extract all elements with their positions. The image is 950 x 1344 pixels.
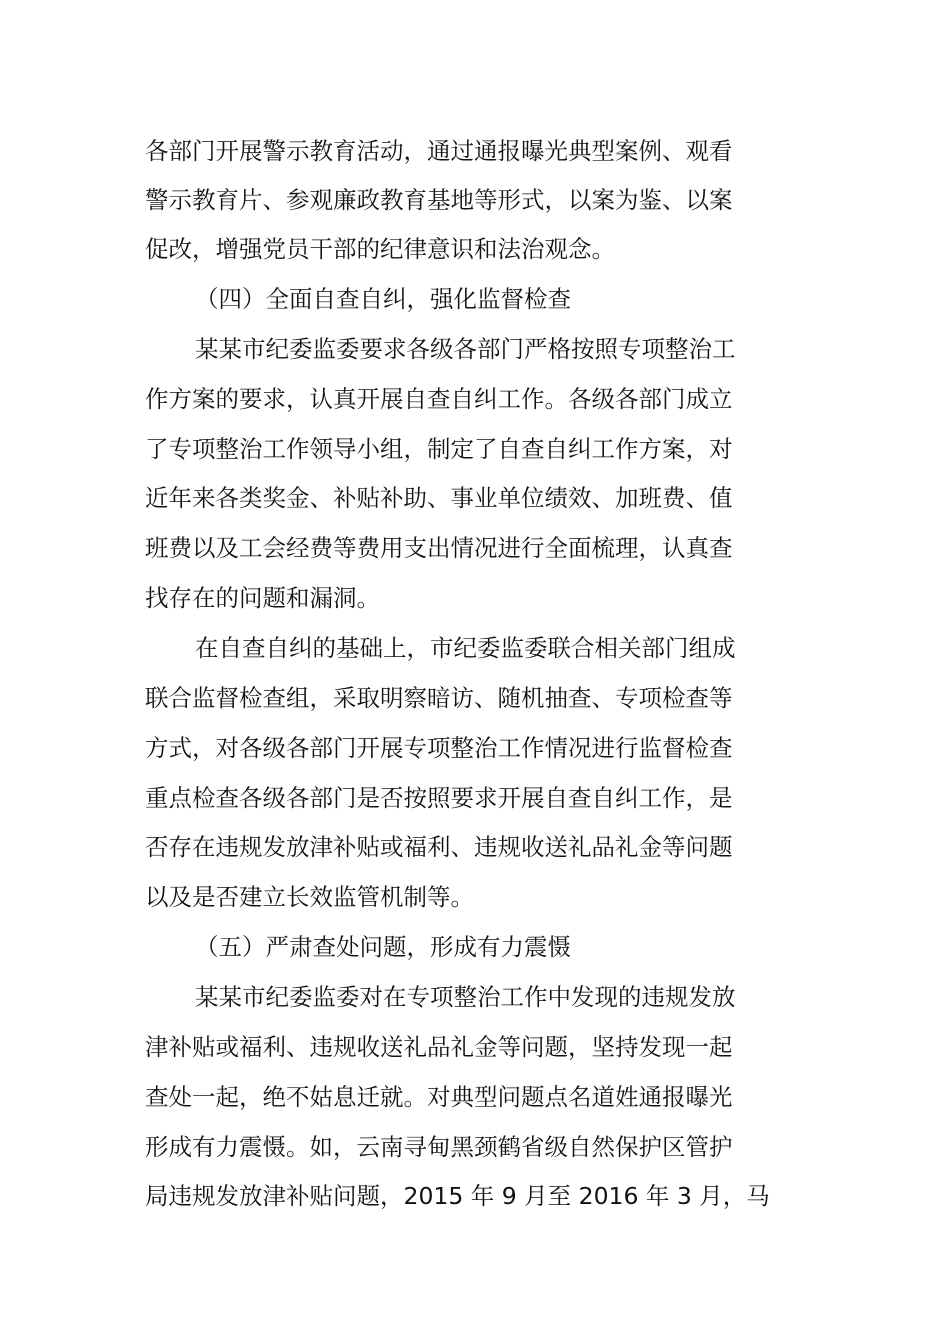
text-line-11: 在自查自纠的基础上，市纪委监委联合相关部门组成	[195, 634, 736, 662]
text-line-19: 津补贴或福利、违规收送礼品礼金等问题，坚持发现一起	[145, 1033, 733, 1061]
text-line-6: 作方案的要求，认真开展自查自纠工作。各级各部门成立	[145, 385, 733, 413]
text-line-7: 了专项整治工作领导小组，制定了自查自纠工作方案，对	[145, 435, 733, 463]
text-line-1: 各部门开展警示教育活动，通过通报曝光典型案例、观看	[145, 137, 733, 165]
text-line-2: 警示教育片、参观廉政教育基地等形式，以案为鉴、以案	[145, 186, 733, 214]
text-line-21: 形成有力震慑。如，云南寻甸黑颈鹤省级自然保护区管护	[145, 1133, 733, 1161]
text-line-15: 否存在违规发放津补贴或福利、违规收送礼品礼金等问题	[145, 833, 733, 861]
text-line-13: 方式，对各级各部门开展专项整治工作情况进行监督检查	[145, 734, 733, 762]
text-line-5: 某某市纪委监委要求各级各部门严格按照专项整治工	[195, 335, 736, 363]
section-heading-5: （五）严肃查处问题，形成有力震慑	[195, 933, 571, 961]
text-line-10: 找存在的问题和漏洞。	[145, 584, 380, 612]
section-heading-4: （四）全面自查自纠，强化监督检查	[195, 285, 571, 313]
text-line-3: 促改，增强党员干部的纪律意识和法治观念。	[145, 235, 615, 263]
text-line-14: 重点检查各级各部门是否按照要求开展自查自纠工作，是	[145, 784, 733, 812]
text-line-8: 近年来各类奖金、补贴补助、事业单位绩效、加班费、值	[145, 484, 733, 512]
text-line-18: 某某市纪委监委对在专项整治工作中发现的违规发放	[195, 983, 736, 1011]
text-line-20: 查处一起，绝不姑息迁就。对典型问题点名道姓通报曝光	[145, 1083, 733, 1111]
text-line-12: 联合监督检查组，采取明察暗访、随机抽查、专项检查等	[145, 684, 733, 712]
text-line-22: 局违规发放津补贴问题，2015 年 9 月至 2016 年 3 月，马	[145, 1182, 770, 1210]
text-line-16: 以及是否建立长效监管机制等。	[145, 883, 474, 911]
text-line-9: 班费以及工会经费等费用支出情况进行全面梳理，认真查	[145, 534, 733, 562]
